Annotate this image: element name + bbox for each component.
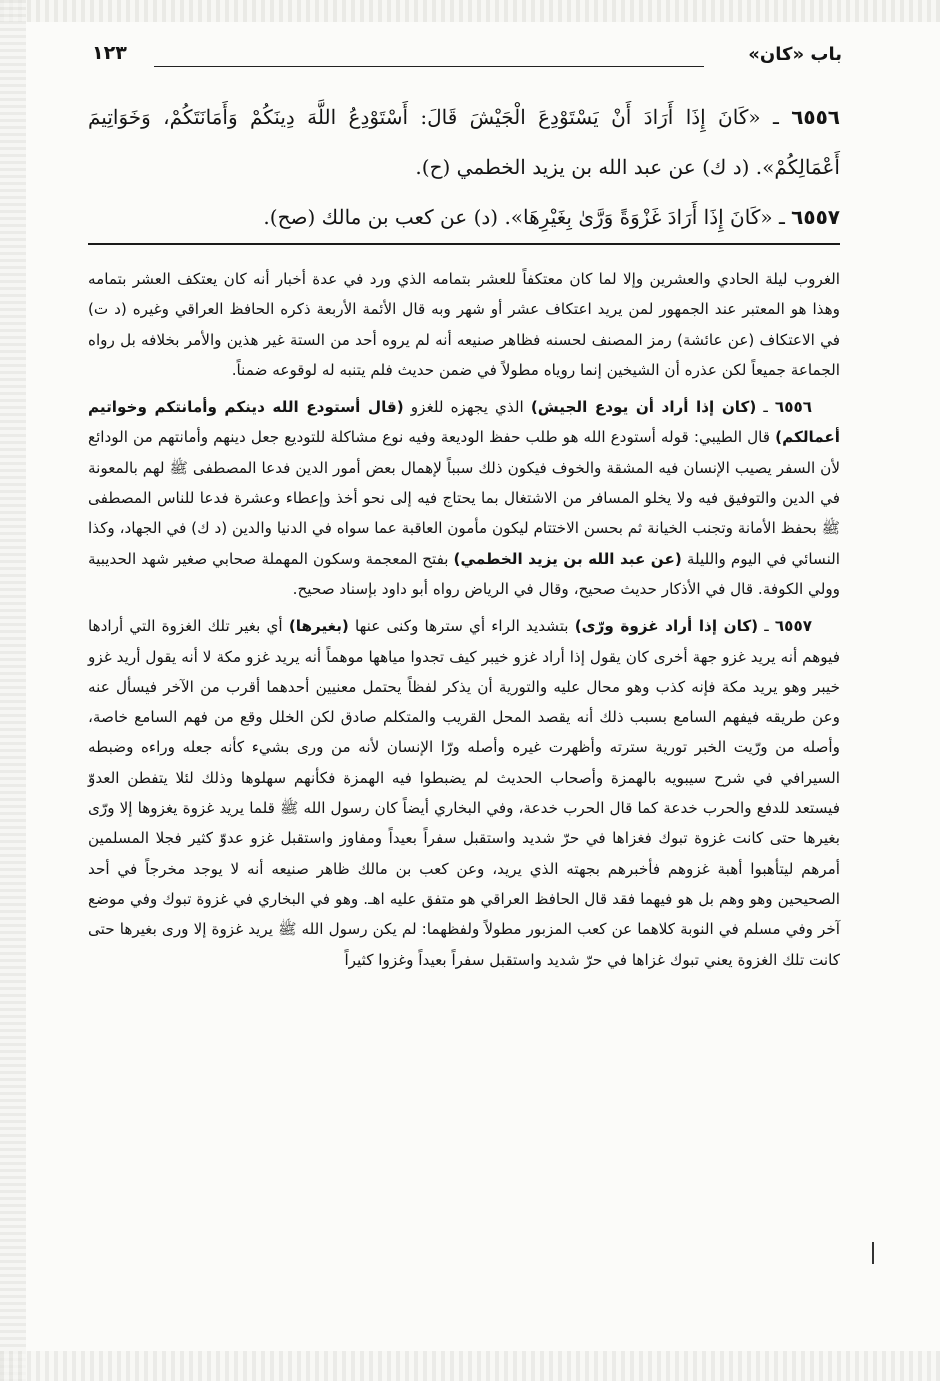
section-divider — [88, 243, 840, 245]
dash: ـ — [756, 398, 768, 417]
commentary-6557 — [88, 611, 840, 975]
commentary-lemma: (كان إذا أراد أن يودع الجيش) — [530, 398, 757, 417]
page-header — [92, 38, 842, 78]
margin-mark — [872, 1242, 874, 1264]
header-rule — [154, 66, 704, 67]
hadith-text: «كَانَ إِذَا أَرَادَ أَنْ يَسْتَوْدِعَ الْجَيْشَ قَالَ: أَسْتَوْدِعُ اللَّهَ دِينَكُمْ وَأَمَانَتَكُمْ، وَخَوَاتِيمَ أَعْمَالِكُمْ». — [88, 105, 840, 179]
commentary-text: الذي يجهزه للغزو — [410, 398, 524, 417]
commentary-text: بفتح المعجمة وسكون المهملة صحابي صغير شهد الحديبية وولي الكوفة. قال في الأذكار حديث صحيح، وقال في الرياض رواه أبو داود بإسناد صحيح. — [88, 549, 840, 598]
commentary-text: أي بغير تلك الغزوة التي أرادها فيوهم أنه يريد غزو جهة أخرى كان يقول إذا أراد غزو خيبر كيف تجدوا مياهها موهماً أنه يريد غزو مكة لا أنه يقول أريد غزو خيبر وهو يريد مكة فإنه كذب وهو محال عليه والتورية أن يذكر لفظاً يحتمل معنيين أحدهما أقرب من الآخر فيسأل عنه وعن طريقه فيفهم السامع بسبب ذلك أنه يقصد المحل القريب والمتكلم صادق لكن الخلل وقع من فهم السامع خاصة، وأصله من ورّيت الخبر تورية سترته وأظهرت غيره وأصله ورّا الإنسان لأنه من ورى بشيء كأنه جعله وراءه وضبطه السيرافي في شرح سيبويه بالهمزة وأصحاب الحديث لم يضبطوا فيه الهمزة فكأنهم سهلوها وذلك لئلا يتفطن العدوّ فيستعد للدفع والحرب خدعة كما قال الحرب خدعة، وفي البخاري أيضاً كان رسول الله ﷺ قلما يريد غزوة يغزوها إلا ورّى بغيرها حتى كانت غزوة تبوك فغزاها في حرّ شديد واستقبل سفراً بعيداً ومفاوز واستقبل غزو عدوّ كثير فجلا المسلمين أمرهم ليتأهبوا أهبة غزوهم فأخبرهم بجهته الذي يريد، وعن كعب بن مالك ظاهر صنيعه أنه لا يوجد مخرجاً في أحد الصحيحين وهو وهم بل هو فيهما فقد قال الحافظ العراقي هو متفق عليه اهـ. وهو في البخاري في غزوة تبوك وفي موضع آخر وفي مسلم في النوبة كلاهما عن كعب المزبور مطولاً ولفظهما: لم يكن رسول الله ﷺ يريد غزوة إلا ورى بغيرها حتى كانت تلك الغزوة يعني تبوك غزاها في حرّ شديد واستقبل سفراً بعيداً وغزوا كثيراً — [88, 617, 840, 969]
main-text — [88, 92, 840, 242]
scan-edge-top — [0, 0, 940, 22]
hadith-source: (د) عن كعب بن مالك (صح). — [263, 205, 499, 229]
hadith-source: (د ك) عن عبد الله بن يزيد الخطمي (ح). — [415, 155, 750, 179]
hadith-number: ٦٥٥٧ — [791, 205, 840, 229]
dash: ـ — [758, 617, 769, 636]
commentary-text: قال الطيبي: قوله أستودع الله هو طلب حفظ الوديعة وفيه نوع مشاكلة للتوديع جعل دينهم وأمانتهم من الودائع لأن السفر يصيب الإنسان فيه المشقة والخوف فيكون ذلك سبباً لإهمال بعض أمور الدين فدعا المصطفى ﷺ لهم بالمعونة في الدين والتوفيق فيه ولا يخلو المسافر من الاشتغال بما يحتاج فيه إلى نحو أخذ وإعطاء وعشرة فدعا للناس المصطفى ﷺ بحفظ الأمانة وتجنب الخيانة ثم بحسن الاختتام ليكون مأمون العاقبة عما سواه في الدنيا والدين (د ك) في الجهاد، وكذا النسائي في اليوم والليلة — [88, 428, 840, 568]
hadith-6557 — [88, 192, 840, 242]
commentary-text: بتشديد الراء أي سترها وكنى عنها — [355, 617, 569, 636]
commentary-number: ٦٥٥٦ — [774, 398, 813, 417]
commentary-lemma: (قال أستودع الله دينكم وأمانتكم وخواتيم أعمالكم) — [88, 398, 841, 447]
scan-edge-bottom — [0, 1351, 940, 1381]
commentary-number: ٦٥٥٧ — [774, 617, 812, 636]
dash: ـ — [760, 105, 779, 129]
commentary — [88, 264, 840, 982]
commentary-intro: الغروب ليلة الحادي والعشرين وإلا لما كان معتكفاً للعشر بتمامه الذي ورد في عدة أخبار أنه كان يعتكف العشر بتمامه وهذا هو المعتبر عند الجمهور لمن يريد اعتكاف عشر أو شهر وبه قال الأئمة الأربعة ذكره الحافظ العراقي وغيره (د ت) في الاعتكاف (عن عائشة) رمز المصنف لحسنه فظاهر صنيعه أنه لم يروه أحد من الستة غير هذين والأمر بخلافه بل رواه الجماعة جميعاً لكن عذره أن الشيخين إنما روياه مطولاً في ضمن حديث فلم يتنبه له لوقوعه ضمناً. — [88, 270, 840, 379]
hadith-6556 — [88, 92, 840, 192]
hadith-text: «كَانَ إِذَا أَرَادَ غَزْوَةً وَرَّىٰ بِغَيْرِهَا». — [504, 205, 773, 229]
commentary-narrator: (عن عبد الله بن يزيد الخطمي) — [453, 549, 682, 568]
dash: ـ — [772, 205, 785, 229]
scan-edge-left — [0, 0, 26, 1381]
commentary-6556 — [88, 392, 840, 604]
page-number: ١٢٣ — [92, 42, 127, 64]
commentary-lemma: (كان إذا أراد غزوة ورّى) — [574, 617, 759, 636]
chapter-title: باب «كان» — [748, 44, 842, 65]
commentary-lemma: (بغيرها) — [288, 617, 349, 636]
hadith-number: ٦٥٥٦ — [791, 105, 841, 129]
